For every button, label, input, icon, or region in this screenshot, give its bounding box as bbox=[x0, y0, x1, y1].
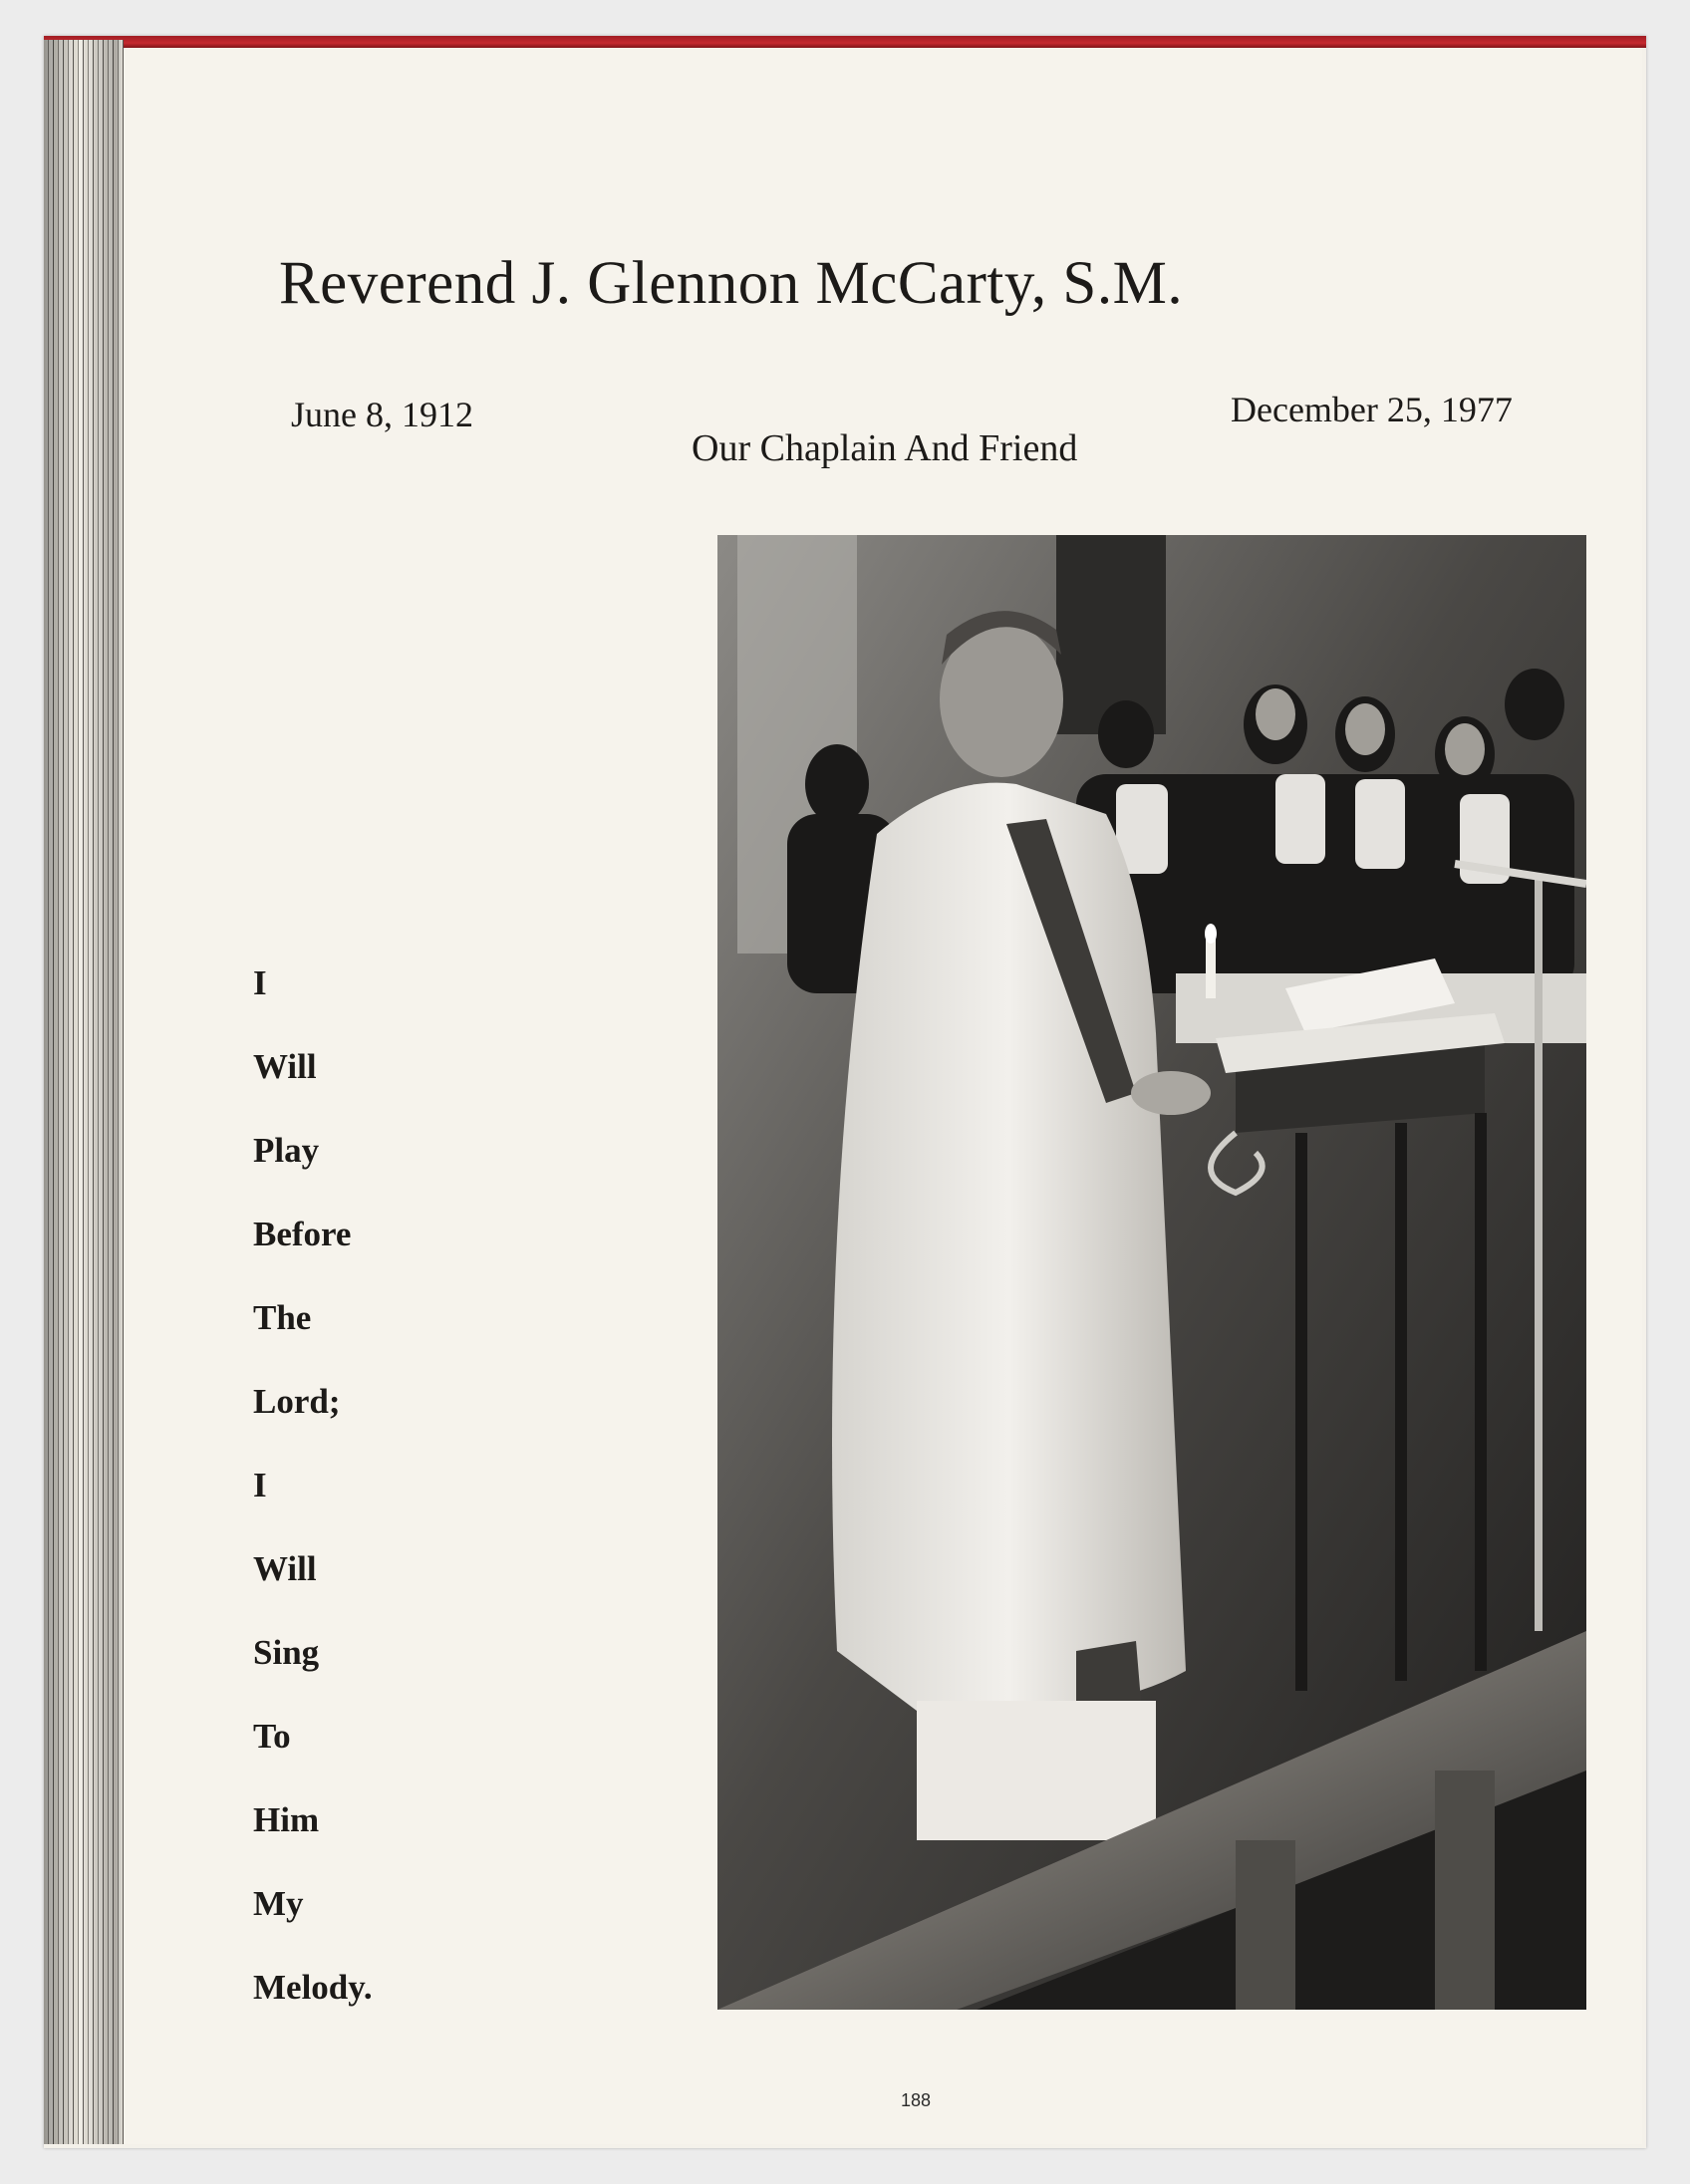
verse-line: Will bbox=[253, 1549, 317, 1588]
verse-line: I bbox=[253, 1466, 267, 1504]
death-date: December 25, 1977 bbox=[1231, 390, 1513, 429]
birth-date: June 8, 1912 bbox=[291, 395, 473, 434]
priest-photo bbox=[717, 535, 1586, 2010]
verse-line: Lord; bbox=[253, 1382, 341, 1421]
page-number: 188 bbox=[901, 2090, 932, 2110]
verse-line: Will bbox=[253, 1047, 317, 1086]
verse-line: Before bbox=[253, 1215, 352, 1253]
verse-line: Play bbox=[253, 1131, 320, 1170]
page-title: Reverend J. Glennon McCarty, S.M. bbox=[279, 250, 1184, 317]
verse-line: My bbox=[253, 1884, 304, 1923]
verse-line: Him bbox=[253, 1800, 320, 1839]
priest-at-lectern-photo bbox=[717, 535, 1586, 2010]
verse-line: Melody. bbox=[253, 1968, 373, 2007]
verse-line: To bbox=[253, 1717, 291, 1756]
page-edges-shadow bbox=[44, 40, 124, 2144]
book-top-edge bbox=[44, 36, 1646, 48]
verse-line: Sing bbox=[253, 1633, 320, 1672]
verse-line: I bbox=[253, 963, 267, 1002]
subtitle: Our Chaplain And Friend bbox=[692, 427, 1078, 469]
verse-line: The bbox=[253, 1298, 312, 1337]
verse bbox=[253, 956, 373, 2045]
